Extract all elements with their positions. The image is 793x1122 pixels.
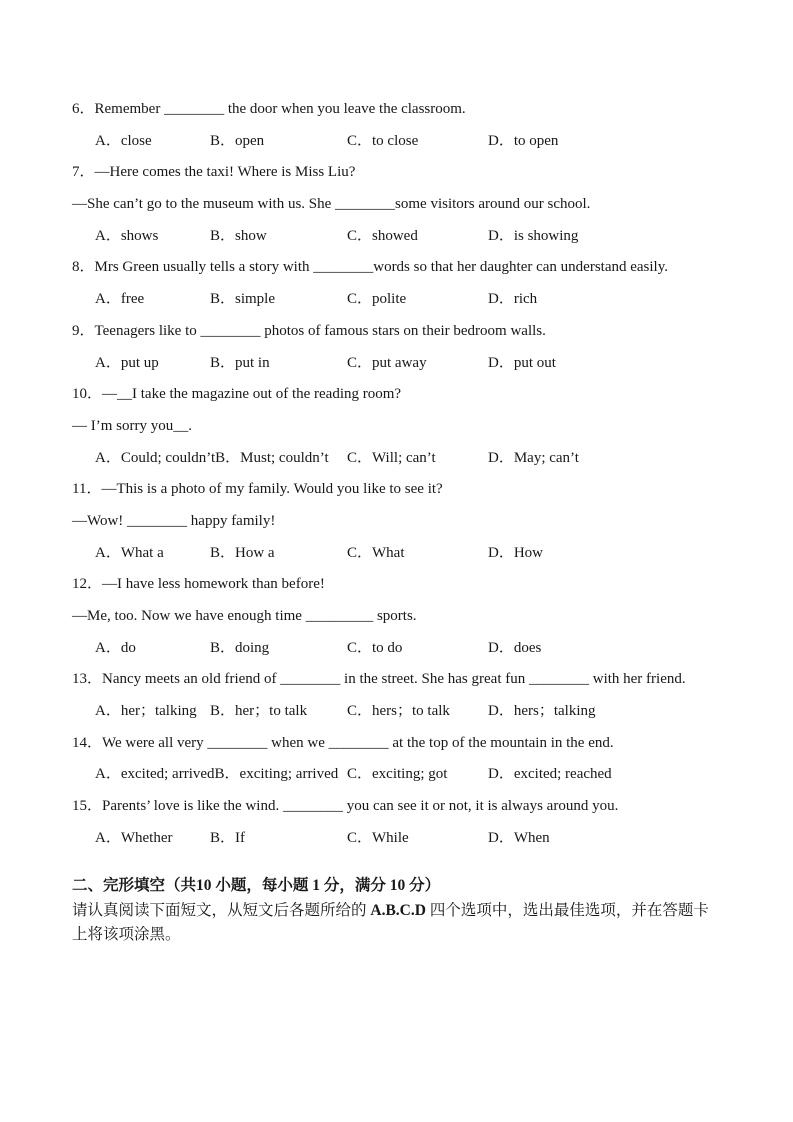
question-12-option-a: A．do	[95, 639, 136, 656]
question-10-option-c: C．Will; can’t	[347, 449, 436, 466]
question-12-number: 12．	[72, 576, 103, 593]
question-13-number: 13．	[72, 671, 103, 688]
question-11-option-b: B．How a	[210, 544, 275, 561]
question-8-stem	[72, 252, 753, 284]
question-12-option-c: C．to do	[347, 639, 403, 656]
question-15-number: 15．	[72, 798, 103, 815]
question-12-text: —I have less homework than before!	[102, 576, 325, 593]
question-15-option-c: C．While	[347, 829, 409, 846]
question-10-number: 10．	[72, 386, 103, 403]
question-9-stem	[72, 316, 753, 348]
question-14-text: We were all very ________ when we ________ at the top of the mountain in the end.	[102, 734, 614, 751]
section-2-instructions-line-1	[72, 899, 753, 923]
instructions-pre: 请认真阅读下面短文，从短文后各题所给的	[72, 901, 371, 919]
question-13-option-a: A．her；talking	[95, 703, 197, 720]
question-13-options	[72, 696, 753, 728]
section-2-heading: 二、完形填空（共10 小题，每小题 1 分，满分 10 分）	[72, 876, 441, 894]
question-10-stem-line-2: — I’m sorry you__.	[72, 417, 192, 434]
question-13-option-d: D．hers；talking	[488, 703, 596, 720]
question-7-option-d: D．is showing	[488, 227, 579, 244]
question-10-text: —__I take the magazine out of the reading room?	[102, 386, 402, 403]
question-10-option-d: D．May; can’t	[488, 449, 579, 466]
question-10-options	[72, 443, 753, 475]
question-8-option-a: A．free	[95, 291, 145, 308]
question-9-option-c: C．put away	[347, 354, 427, 371]
question-9-option-d: D．put out	[488, 354, 556, 371]
question-11-stem	[72, 474, 753, 506]
question-9-options	[72, 348, 753, 380]
question-12-option-b: B．doing	[210, 639, 270, 656]
question-8-text: Mrs Green usually tells a story with ________words so that her daughter can understand easily.	[94, 259, 669, 276]
question-7-options	[72, 221, 753, 253]
question-8-options	[72, 284, 753, 316]
question-14-options	[72, 759, 753, 791]
question-13-option-c: C．hers；to talk	[347, 703, 450, 720]
question-13-option-b: B．her；to talk	[210, 703, 308, 720]
question-7-option-b: B．show	[210, 227, 267, 244]
question-6-number: 6．	[72, 101, 95, 117]
question-15-option-b: B．If	[210, 829, 245, 846]
question-12-stem	[72, 569, 753, 601]
question-10-option-a: A．Could; couldn’t	[95, 449, 216, 466]
question-6-option-a: A．close	[95, 132, 152, 149]
question-14-option-b: B．exciting; arrived	[214, 766, 339, 783]
question-11-option-a: A．What a	[95, 544, 164, 561]
question-7-stem-line-2: —She can’t go to the museum with us. She ________some visitors around our school.	[72, 196, 591, 213]
question-11-option-d: D．How	[488, 544, 543, 561]
question-7-text: —Here comes the taxi! Where is Miss Liu?	[94, 164, 356, 181]
question-6-option-d: D．to open	[488, 132, 559, 149]
question-12-option-d: D．does	[488, 639, 542, 656]
question-14-stem	[72, 728, 753, 760]
question-6-options	[72, 126, 753, 158]
question-11-options	[72, 538, 753, 570]
question-9-text: Teenagers like to ________ photos of famous stars on their bedroom walls.	[94, 322, 546, 339]
question-8-option-d: D．rich	[488, 291, 538, 308]
question-7-option-c: C．showed	[347, 227, 418, 244]
question-6-stem	[72, 94, 753, 126]
question-7-option-a: A．shows	[95, 227, 159, 244]
question-15-text: Parents’ love is like the wind. ________ you can see it or not, it is always around you.	[102, 798, 619, 815]
question-15-option-d: D．When	[488, 829, 550, 846]
question-6-option-b: B．open	[210, 132, 265, 149]
question-11-text: —This is a photo of my family. Would you like to see it?	[101, 481, 443, 498]
question-15-stem	[72, 791, 753, 823]
question-11-number: 11．	[72, 481, 102, 498]
question-13-stem	[72, 664, 753, 696]
question-14-option-c: C．exciting; got	[347, 766, 448, 783]
question-14-option-d: D．excited; reached	[488, 766, 612, 783]
question-7-number: 7．	[72, 164, 95, 181]
question-9-option-b: B．put in	[210, 354, 270, 371]
question-8-option-c: C．polite	[347, 291, 407, 308]
question-15-option-a: A．Whether	[95, 829, 173, 846]
question-14-option-a: A．excited; arrived	[95, 766, 215, 783]
question-10-option-b: B．Must; couldn’t	[215, 449, 329, 466]
question-8-option-b: B．simple	[210, 291, 276, 308]
question-12-stem-line-2: —Me, too. Now we have enough time _________ sports.	[72, 608, 417, 624]
question-7-stem	[72, 157, 753, 189]
question-12-options	[72, 633, 753, 665]
question-14-number: 14．	[72, 734, 103, 751]
question-9-number: 9．	[72, 322, 95, 339]
question-13-text: Nancy meets an old friend of ________ in the street. She has great fun ________ with her friend.	[102, 671, 686, 688]
question-11-option-c: C．What	[347, 544, 405, 561]
instructions-post: 四个选项中，选出最佳选项，并在答题卡	[425, 901, 709, 919]
question-11-stem-line-2: —Wow! ________ happy family!	[72, 512, 276, 529]
question-15-options	[72, 823, 753, 855]
question-8-number: 8．	[72, 259, 95, 276]
question-9-option-a: A．put up	[95, 354, 159, 371]
question-6-option-c: C．to close	[347, 132, 419, 149]
instructions-option-letters: A.B.C.D	[370, 901, 426, 919]
section-2-instructions-line-2: 上将该项涂黑。	[72, 925, 181, 943]
question-10-stem	[72, 379, 753, 411]
question-6-text: Remember ________ the door when you leave the classroom.	[94, 101, 466, 117]
